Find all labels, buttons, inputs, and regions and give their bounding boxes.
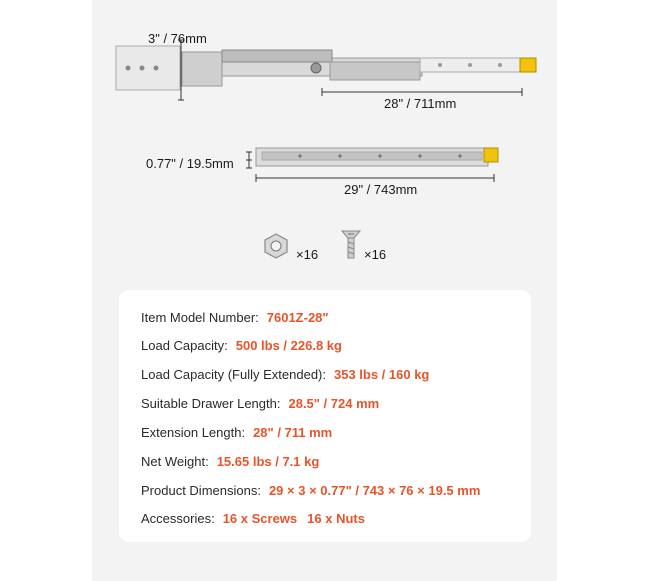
slide-closed-illustration: [0, 130, 650, 200]
extended-length-label: 28" / 711mm: [384, 96, 457, 111]
thickness-label: 0.77" / 19.5mm: [146, 156, 234, 171]
screw-icon: [340, 228, 362, 262]
spec-row-extension-length: [141, 425, 332, 440]
spec-label: Load Capacity:: [141, 338, 228, 353]
spec-value: 29 × 3 × 0.77" / 743 × 76 × 19.5 mm: [268, 483, 481, 498]
spec-row-load-capacity: [141, 338, 342, 353]
hardware-row: [0, 228, 650, 268]
slide-extended-illustration: [0, 0, 650, 110]
spec-value-secondary: 16 x Nuts: [307, 511, 365, 526]
spec-label: Load Capacity (Fully Extended):: [141, 367, 326, 382]
spec-value: 16 x Screws: [222, 511, 298, 526]
spec-value: 28" / 711 mm: [253, 425, 333, 440]
spec-value: 15.65 lbs / 7.1 kg: [216, 454, 320, 469]
spec-row-net-weight: [141, 454, 319, 469]
spec-row-load-capacity-extended: [141, 367, 429, 382]
spec-row-model: [141, 310, 329, 325]
spec-row-product-dimensions: [141, 483, 480, 498]
spec-value: 500 lbs / 226.8 kg: [235, 338, 342, 353]
spec-row-drawer-length: [141, 396, 379, 411]
spec-value: 7601Z-28": [266, 310, 329, 325]
spec-label: Net Weight:: [141, 454, 209, 469]
width-dimension-label: 3" / 76mm: [148, 31, 207, 46]
spec-row-accessories: [141, 511, 365, 526]
spec-value: 353 lbs / 160 kg: [333, 367, 430, 382]
specifications-card: [119, 290, 531, 542]
spec-value: 28.5" / 724 mm: [288, 396, 380, 411]
drawer-slide-extended-icon: [0, 0, 650, 110]
drawer-slide-closed-icon: [0, 130, 650, 200]
spec-label: Extension Length:: [141, 425, 246, 440]
screw-count: ×16: [364, 247, 387, 262]
spec-label: Item Model Number:: [141, 310, 259, 325]
hex-nut-icon: [262, 232, 290, 260]
spec-label: Suitable Drawer Length:: [141, 396, 281, 411]
nut-count: ×16: [296, 247, 319, 262]
spec-label: Accessories:: [141, 511, 215, 526]
closed-length-label: 29" / 743mm: [344, 182, 418, 197]
spec-label: Product Dimensions:: [141, 483, 261, 498]
